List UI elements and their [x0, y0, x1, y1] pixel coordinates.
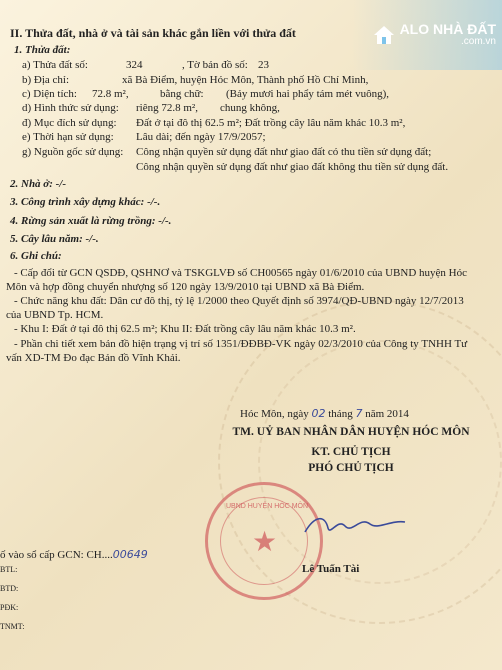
- note-line-5: - Khu I: Đất ở tại đô thị 62.5 m²; Khu II: Đất trồng cây lâu năm khác 10.3 m².: [14, 323, 356, 335]
- certificate-register: ố vào sổ cấp GCN: CH....00649: [0, 548, 148, 561]
- heading-forest: 4. Rừng sản xuất là rừng trồng: -/-.: [10, 215, 172, 227]
- area-words-value: (Bảy mươi hai phẩy tám mét vuông),: [226, 88, 389, 100]
- note-line-7: vấn XD-TM Đo đạc Bản đồ Vĩnh Khải.: [6, 352, 181, 364]
- area-value: 72.8 m²,: [92, 88, 129, 100]
- heading-land: 1. Thửa đất:: [14, 44, 71, 56]
- map-sheet-value: 23: [258, 59, 269, 71]
- address-value: xã Bà Điểm, huyện Hóc Môn, Thành phố Hồ Chí Minh,: [122, 74, 369, 86]
- heading-construction: 3. Công trình xây dựng khác: -/-.: [10, 196, 161, 208]
- map-sheet-label: , Tờ bản đồ số:: [182, 59, 248, 71]
- origin-label: g) Nguồn gốc sử dụng:: [22, 146, 124, 158]
- parcel-number-label: a) Thửa đất số:: [22, 59, 88, 71]
- margin-pdk: PĐK:: [0, 603, 19, 612]
- origin-value-1: Công nhận quyền sử dụng đất như giao đất có thu tiền sử dụng đất;: [136, 146, 432, 158]
- note-line-1: - Cấp đổi từ GCN QSDĐ, QSHNƠ và TSKGLVĐ số CH00565 ngày 01/6/2010 của UBND huyện Hóc: [14, 267, 467, 279]
- note-line-6: - Phần chi tiết xem bản đồ hiện trạng vị trí số 1351/ĐĐBĐ-VK ngày 02/3/2010 của Công ty TNHH Tư: [14, 338, 468, 350]
- note-line-4: của UBND Tp. HCM.: [6, 309, 104, 321]
- purpose-label: đ) Mục đích sử dụng:: [22, 117, 117, 129]
- purpose-value: Đất ở tại đô thị 62.5 m²; Đất trồng cây lâu năm khác 10.3 m²,: [136, 117, 406, 129]
- margin-btd: BTD:: [0, 584, 19, 593]
- usage-common: chung không,: [220, 102, 280, 114]
- star-icon: ★: [252, 527, 278, 558]
- authority-vice-chair: PHÓ CHỦ TỊCH: [308, 462, 394, 474]
- note-line-2: Môn và hợp đồng chuyển nhượng số 120 ngày 13/9/2010 tại UBND xã Bà Điểm.: [6, 281, 365, 293]
- term-label: e) Thời hạn sử dụng:: [22, 131, 114, 143]
- signer-name: Lê Tuấn Tài: [302, 563, 360, 575]
- origin-value-2: Công nhận quyền sử dụng đất như giao đất không thu tiền sử dụng đất.: [136, 161, 449, 173]
- usage-form-label: d) Hình thức sử dụng:: [22, 102, 119, 114]
- term-value: Lâu dài; đến ngày 17/9/2057;: [136, 131, 266, 143]
- heading-notes: 6. Ghi chú:: [10, 250, 62, 262]
- note-line-3: - Chức năng khu đất: Dân cư đô thị, tỷ lệ 1/2000 theo Quyết định số 3974/QĐ-UBND ngày 12/7/2013: [14, 295, 464, 307]
- authority-title: TM. UỶ BAN NHÂN DÂN HUYỆN HÓC MÔN: [232, 426, 470, 438]
- watermark-text: ALO NHÀ ĐẤT .com.vn: [399, 21, 496, 48]
- margin-btl: BTL:: [0, 565, 18, 574]
- area-words-label: bằng chữ:: [160, 88, 204, 100]
- place-date: Hóc Môn, ngày 02 tháng 7 năm 2014: [240, 407, 409, 420]
- parcel-number-value: 324: [126, 59, 143, 71]
- margin-tnmt: TNMT:: [0, 622, 25, 631]
- signature-icon: [300, 510, 410, 540]
- authority-on-behalf: KT. CHỦ TỊCH: [311, 446, 391, 458]
- heading-perennial: 5. Cây lâu năm: -/-.: [10, 233, 99, 245]
- usage-private: riêng 72.8 m²,: [136, 102, 198, 114]
- official-seal: [205, 482, 323, 600]
- address-label: b) Địa chỉ:: [22, 74, 70, 86]
- watermark: [352, 0, 502, 70]
- area-label: c) Diện tích:: [22, 88, 77, 100]
- seal-text: UBND HUYỆN HÓC MÔN: [225, 503, 309, 510]
- section-title: II. Thửa đất, nhà ở và tài sản khác gắn liền với thửa đất: [10, 26, 296, 40]
- house-logo-icon: [372, 23, 396, 47]
- heading-house: 2. Nhà ở: -/-: [10, 178, 67, 190]
